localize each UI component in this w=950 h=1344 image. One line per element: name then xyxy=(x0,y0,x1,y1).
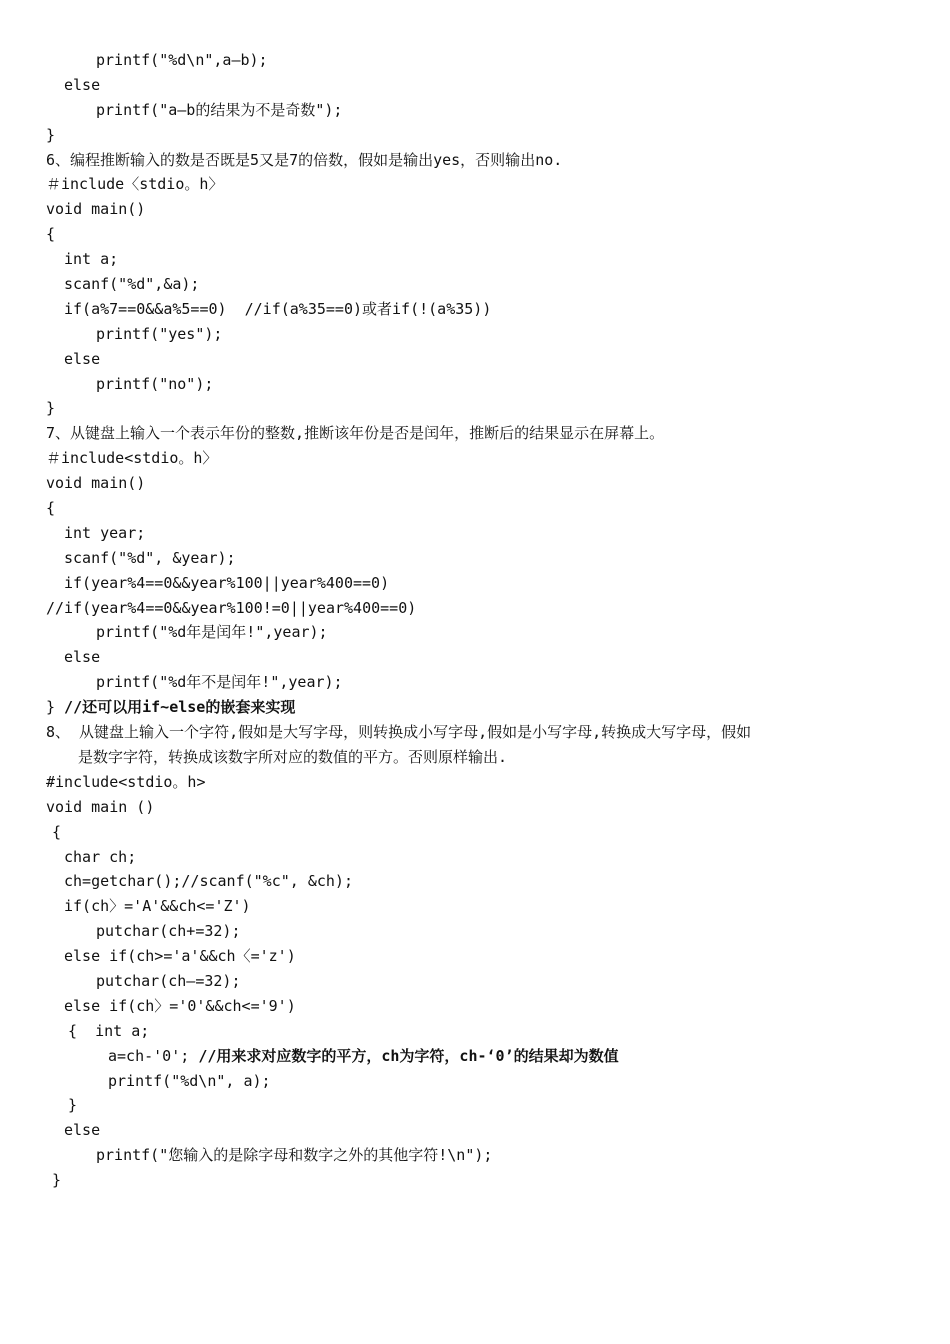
document-page xyxy=(0,48,950,1193)
text-line xyxy=(0,48,950,73)
text-line xyxy=(0,919,950,944)
line-text: scanf("%d",&a); xyxy=(64,275,200,294)
text-line xyxy=(0,247,950,272)
text-line xyxy=(0,944,950,969)
line-text: printf("no"); xyxy=(96,374,214,393)
line-text: char ch; xyxy=(64,847,137,866)
text-line xyxy=(0,73,950,98)
text-line xyxy=(0,1118,950,1143)
line-text: printf("a—b的结果为不是奇数"); xyxy=(96,100,343,119)
line-text: printf("%d年是闰年!",year); xyxy=(96,623,328,642)
bold-comment: //用来求对应数字的平方，ch为字符，ch-‘0’的结果却为数值 xyxy=(198,1046,619,1065)
line-text: int a; xyxy=(64,250,119,269)
line-text: printf("您输入的是除字母和数字之外的其他字符!\n"); xyxy=(96,1146,493,1165)
line-text: ＃include<stdio。h〉 xyxy=(46,449,218,468)
text-line xyxy=(0,322,950,347)
line-text: printf("%d\n", a); xyxy=(108,1071,271,1090)
text-line xyxy=(0,1044,950,1069)
line-text: else if(ch〉='0'&&ch<='9') xyxy=(64,996,296,1015)
line-text: putchar(ch—=32); xyxy=(96,971,241,990)
line-text: scanf("%d", &year); xyxy=(64,548,236,567)
text-line xyxy=(0,845,950,870)
text-line xyxy=(0,620,950,645)
line-text: ch=getchar();//scanf("%c", &ch); xyxy=(64,872,353,891)
line-text: } xyxy=(46,698,56,717)
text-line xyxy=(0,894,950,919)
line-text: a=ch-'0'; xyxy=(108,1046,199,1065)
line-text: } xyxy=(68,1096,78,1115)
text-line xyxy=(0,471,950,496)
text-line xyxy=(0,1168,950,1193)
line-text: } xyxy=(46,399,56,418)
text-line xyxy=(0,820,950,845)
line-text: 7、从键盘上输入一个表示年份的整数,推断该年份是否是闰年，推断后的结果显示在屏幕上。 xyxy=(46,424,665,443)
text-line xyxy=(0,1143,950,1168)
line-text: printf("%d\n",a—b); xyxy=(96,51,268,69)
line-text: { int a; xyxy=(68,1021,150,1040)
line-text: else xyxy=(64,75,101,94)
line-text: else xyxy=(64,1121,101,1140)
line-text: putchar(ch+=32); xyxy=(96,922,241,941)
line-text: if(a%7==0&&a%5==0) //if(a%35==0)或者if(!(a%35)) xyxy=(64,299,492,318)
text-line xyxy=(0,795,950,820)
line-text: 6、编程推断输入的数是否既是5又是7的倍数，假如是输出yes，否则输出no. xyxy=(46,150,563,169)
line-text: { xyxy=(46,225,56,244)
line-text: } xyxy=(46,125,56,144)
text-line xyxy=(0,347,950,372)
text-line xyxy=(0,645,950,670)
text-line xyxy=(0,123,950,148)
text-line xyxy=(0,596,950,621)
text-line xyxy=(0,745,950,770)
line-text: //if(year%4==0&&year%100!=0||year%400==0) xyxy=(46,598,417,617)
line-text: printf("yes"); xyxy=(96,324,223,343)
text-line xyxy=(0,720,950,745)
line-text: { xyxy=(52,822,62,841)
text-line xyxy=(0,396,950,421)
line-text: { xyxy=(46,499,56,518)
text-line xyxy=(0,1019,950,1044)
text-line xyxy=(0,770,950,795)
line-text: if(year%4==0&&year%100||year%400==0) xyxy=(64,573,390,592)
line-text: } xyxy=(52,1171,62,1190)
bold-comment: //还可以用if~else的嵌套来实现 xyxy=(55,698,296,717)
text-line xyxy=(0,272,950,297)
text-line xyxy=(0,297,950,322)
line-text: printf("%d年不是闰年!",year); xyxy=(96,673,343,692)
line-text: else xyxy=(64,648,101,667)
text-line xyxy=(0,670,950,695)
text-line xyxy=(0,994,950,1019)
text-line xyxy=(0,421,950,446)
text-line xyxy=(0,546,950,571)
line-text: else if(ch>='a'&&ch〈='z') xyxy=(64,947,296,966)
line-text: ＃include〈stdio。h〉 xyxy=(46,175,224,194)
line-text: int year; xyxy=(64,523,146,542)
line-text: else xyxy=(64,349,101,368)
text-line xyxy=(0,148,950,173)
text-line xyxy=(0,1069,950,1094)
line-text: 是数字字符，转换成该数字所对应的数值的平方。否则原样输出. xyxy=(78,747,508,766)
text-line xyxy=(0,1093,950,1118)
text-line xyxy=(0,869,950,894)
text-line xyxy=(0,695,950,720)
text-line xyxy=(0,197,950,222)
text-line xyxy=(0,446,950,471)
text-line xyxy=(0,969,950,994)
line-text: void main() xyxy=(46,474,146,493)
text-line xyxy=(0,172,950,197)
text-line xyxy=(0,222,950,247)
line-text: void main() xyxy=(46,200,146,219)
line-text: if(ch〉='A'&&ch<='Z') xyxy=(64,897,251,916)
line-text: 8、 从键盘上输入一个字符,假如是大写字母，则转换成小写字母,假如是小写字母,转换成大写字母，假如 xyxy=(46,723,752,742)
text-line xyxy=(0,372,950,397)
text-line xyxy=(0,98,950,123)
text-line xyxy=(0,571,950,596)
text-line xyxy=(0,521,950,546)
line-text: void main () xyxy=(46,797,155,816)
text-line xyxy=(0,496,950,521)
line-text: #include<stdio。h> xyxy=(46,772,206,791)
